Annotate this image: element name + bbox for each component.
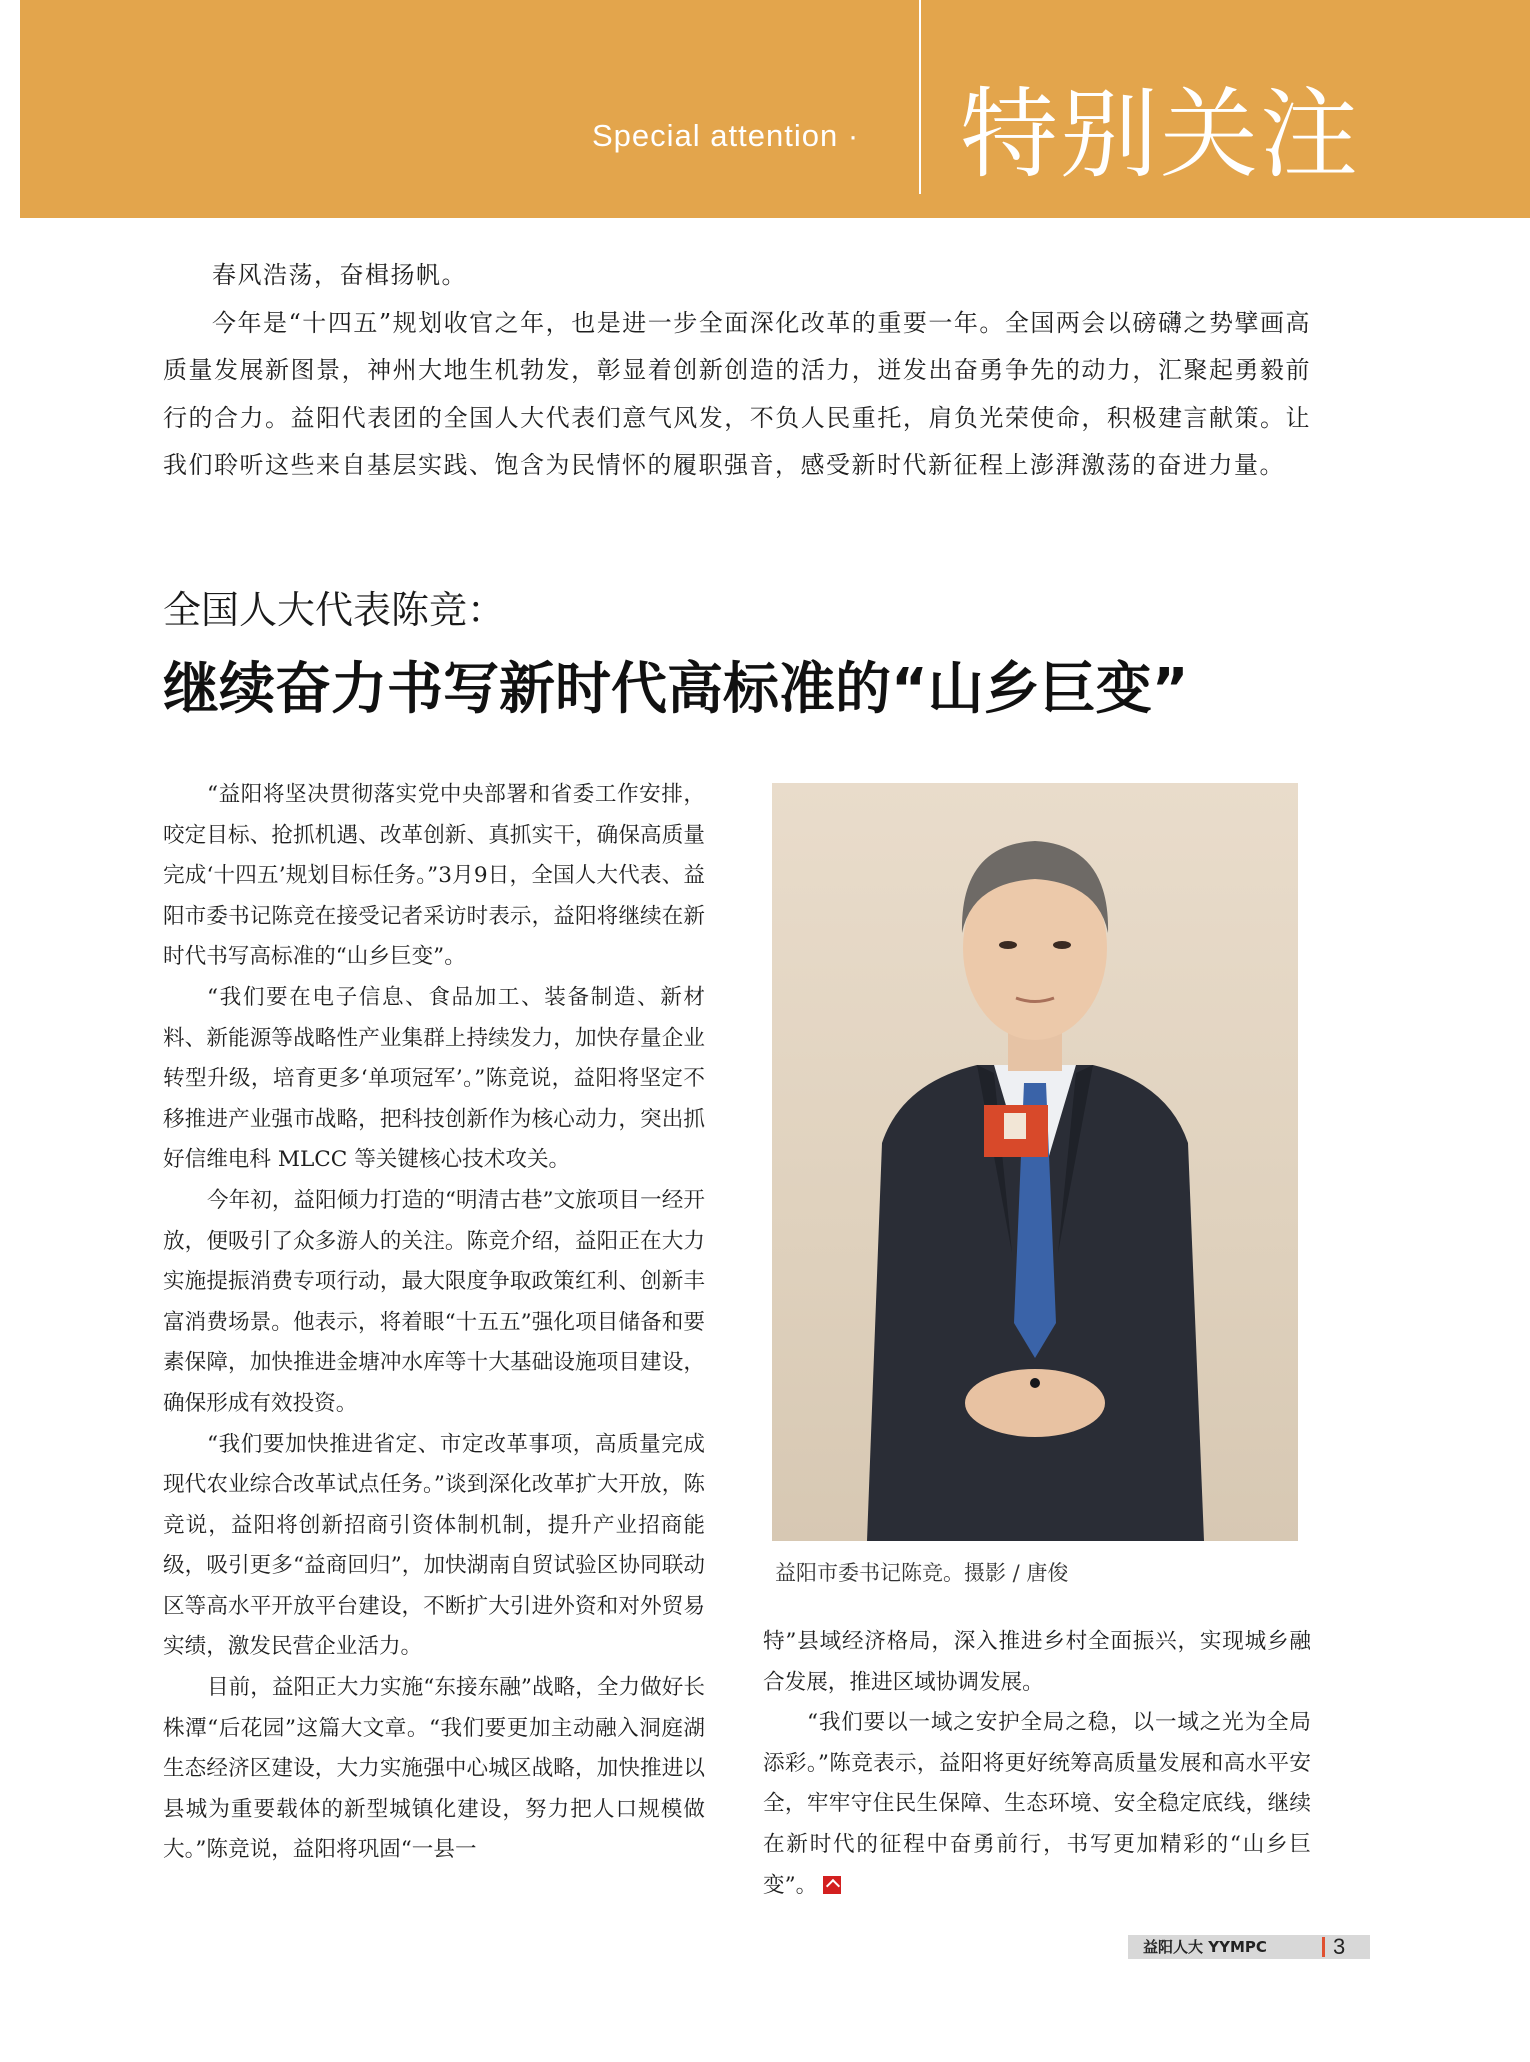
body-paragraph: 今年初，益阳倾力打造的“明清古巷”文旅项目一经开放，便吸引了众多游人的关注。陈竞介绍，益阳正在大力实施提振消费专项行动，最大限度争取政策红利、创新丰富消费场景。他表示，将着眼“十五五”强化项目储备和要素保障，加快推进金塘冲水库等十大基础设施项目建设，确保形成有效投资。 — [163, 1187, 705, 1416]
intro-paragraph: 春风浩荡，奋楫扬帆。 — [212, 261, 467, 289]
body-paragraph: “益阳将坚决贯彻落实党中央部署和省委工作安排，咬定目标、抢抓机遇、改革创新、真抓实干，确保高质量完成‘十四五’规划目标任务。”3月9日，全国人大代表、益阳市委书记陈竞在接受记者采访时表示，益阳将继续在新时代书写高标准的“山乡巨变”。 — [163, 782, 705, 970]
intro-text — [163, 252, 1311, 490]
intro-paragraph: 今年是“十四五”规划收官之年，也是进一步全面深化改革的重要一年。全国两会以磅礴之势擘画高质量发展新图景，神州大地生机勃发，彰显着创新创造的活力，迸发出奋勇争先的动力，汇聚起勇毅前行的合力。益阳代表团的全国人大代表们意气风发，不负人民重托，肩负光荣使命，积极建言献策。让我们聆听这些来自基层实践、饱含为民情怀的履职强音，感受新时代新征程上澎湃激荡的奋进力量。 — [163, 308, 1311, 479]
article-subtitle: 全国人大代表陈竞： — [163, 588, 506, 632]
body-paragraph: 目前，益阳正大力实施“东接东融”战略，全力做好长株潭“后花园”这篇大文章。“我们要更加主动融入洞庭湖生态经济区建设，大力实施强中心城区战略，加快推进以县城为重要载体的新型城镇化建设，努力把人口规模做大。”陈竞说，益阳将巩固“一县一 — [163, 1675, 705, 1863]
article-body-left-column — [163, 775, 705, 1871]
body-paragraph-continuation: 特”县域经济格局，深入推进乡村全面振兴，实现城乡融合发展，推进区域协调发展。 — [763, 1629, 1311, 1695]
photo-caption: 益阳市委书记陈竞。摄影 / 唐俊 — [775, 1561, 1069, 1585]
section-title: 特别关注 — [960, 78, 1361, 192]
section-label-en: Special attention · — [592, 118, 860, 153]
body-paragraph-final — [763, 1703, 1311, 1906]
article-body-right-column — [763, 1622, 1311, 1906]
footer-separator — [1322, 1937, 1325, 1957]
article-title: 继续奋力书写新时代高标准的“山乡巨变” — [163, 657, 1189, 722]
final-paragraph-text: “我们要以一域之安护全局之稳，以一域之光为全局添彩。”陈竞表示，益阳将更好统筹高质量发展和高水平安全，牢牢守住民生保障、生态环境、安全稳定底线，继续在新时代的征程中奋勇前行，书写更加精彩的“山乡巨变”。 — [763, 1710, 1311, 1898]
page-number: 3 — [1333, 1934, 1346, 1959]
header-divider — [919, 0, 921, 194]
portrait-photo — [772, 783, 1298, 1541]
footer-magazine-name: 益阳人大 YYMPC — [1143, 1938, 1267, 1956]
portrait-illustration — [772, 783, 1298, 1541]
end-mark-icon — [823, 1876, 841, 1894]
body-paragraph: “我们要加快推进省定、市定改革事项，高质量完成现代农业综合改革试点任务。”谈到深化改革扩大开放，陈竞说，益阳将创新招商引资体制机制，提升产业招商能级，吸引更多“益商回归”，加快湖南自贸试验区协同联动区等高水平开放平台建设，不断扩大引进外资和对外贸易实绩，激发民营企业活力。 — [163, 1431, 705, 1660]
body-paragraph: “我们要在电子信息、食品加工、装备制造、新材料、新能源等战略性产业集群上持续发力，加快存量企业转型升级，培育更多‘单项冠军’。”陈竞说，益阳将坚定不移推进产业强市战略，把科技创新作为核心动力，突出抓好信维电科 MLCC 等关键核心技术攻关。 — [163, 984, 705, 1173]
